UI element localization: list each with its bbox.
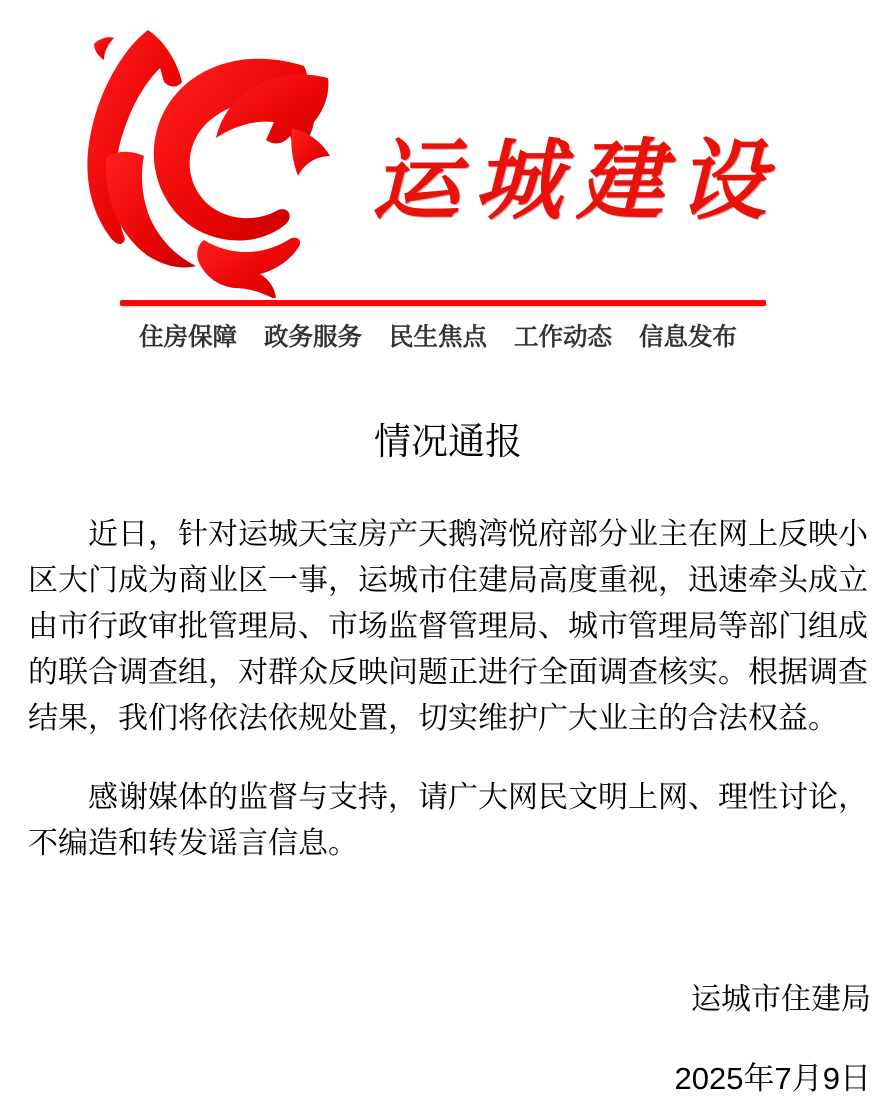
nav-item-housing-security[interactable]: 住房保障	[139, 324, 237, 351]
nav-item-work-updates[interactable]: 工作动态	[514, 324, 612, 351]
nav-item-info-release[interactable]: 信息发布	[639, 324, 737, 351]
nav-item-government-services[interactable]: 政务服务	[264, 324, 362, 351]
nav-item-livelihood-focus[interactable]: 民生焦点	[389, 324, 487, 351]
phoenix-logo	[84, 8, 352, 298]
notice-body	[28, 512, 868, 867]
notice-title: 情况通报	[374, 421, 522, 462]
notice-paragraph-1: 近日，针对运城天宝房产天鹅湾悦府部分业主在网上反映小区大门成为商业区一事，运城市住建局高度重视，迅速牵头成立由市行政审批管理局、市场监督管理局、城市管理局等部门组成的联合调查组，对群众反映问题正进行全面调查核实。根据调查结果，我们将依法依规处置，切实维护广大业主的合法权益。	[28, 518, 868, 735]
phoenix-logo-graphic	[84, 8, 352, 298]
nav-menu	[139, 324, 737, 352]
signature: 运城市住建局	[691, 983, 871, 1016]
notice-paragraph-2: 感谢媒体的监督与支持，请广大网民文明上网、理性讨论，不编造和转发谣言信息。	[28, 781, 868, 860]
header-divider-line	[120, 300, 766, 306]
notice-date: 2025年7月9日	[674, 1061, 871, 1096]
brand-calligraphy-title: 运城建设	[372, 131, 781, 230]
